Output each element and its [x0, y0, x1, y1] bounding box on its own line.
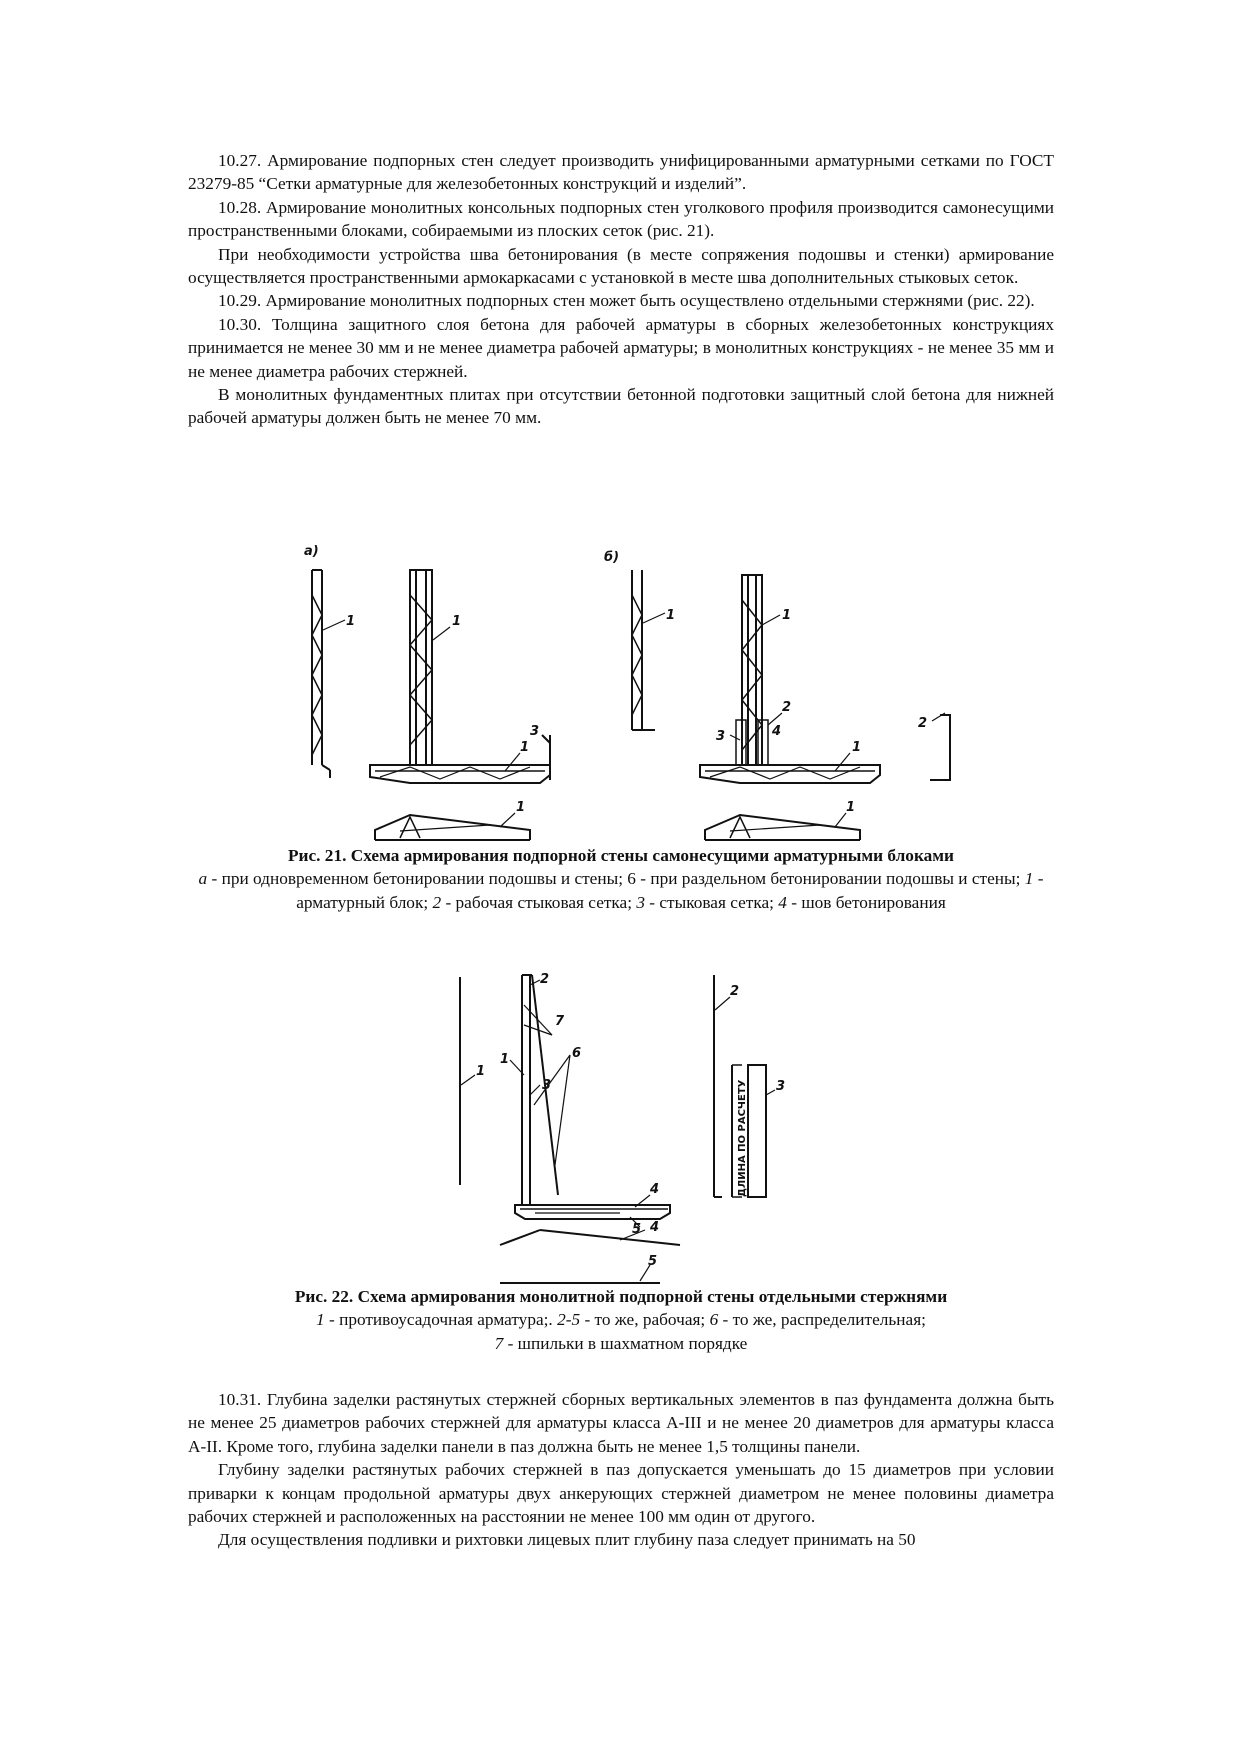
svg-text:4: 4: [650, 1182, 660, 1197]
paragraph-10-30: 10.30. Толщина защитного слоя бетона для рабочей арматуры в сборных железобетонных конструкциях принимается не менее 30 мм и не менее диаметра рабочей арматуры; в монолитных конструкциях - не менее 35 мм и не менее диаметра рабочих стержней.: [188, 314, 1054, 381]
text-section-top: [188, 149, 1054, 430]
svg-text:2: 2: [540, 972, 550, 987]
svg-text:6: 6: [572, 1046, 582, 1061]
svg-text:2: 2: [782, 700, 792, 715]
fig22-working-bar: [714, 975, 730, 1197]
paragraph-foundation-slab: В монолитных фундаментных плитах при отсутствии бетонной подготовки защитный слой бетона для нижней рабочей арматуры должен быть не менее 70 мм.: [188, 385, 1054, 428]
text-section-bottom: [188, 1388, 1054, 1552]
figure-22-caption: [188, 1285, 1054, 1355]
fig21-joint-mesh: [542, 735, 550, 780]
svg-text:7: 7: [555, 1014, 565, 1029]
fig21-a-mesh: [312, 570, 345, 778]
svg-text:1: 1: [782, 608, 792, 623]
svg-text:4: 4: [650, 1220, 660, 1235]
svg-text:1: 1: [846, 800, 856, 815]
svg-text:3: 3: [716, 729, 726, 744]
svg-text:1: 1: [346, 614, 356, 629]
svg-text:1: 1: [520, 740, 530, 755]
svg-text:5: 5: [648, 1254, 658, 1269]
svg-text:2: 2: [730, 984, 740, 999]
fig22-shrinkage-bar: [460, 977, 475, 1185]
figure-21-caption: [188, 844, 1054, 914]
svg-text:1: 1: [666, 608, 676, 623]
figure-22-title: Рис. 22. Схема армирования монолитной подпорной стены отдельными стержнями: [294, 1287, 948, 1306]
svg-text:1: 1: [852, 740, 862, 755]
svg-text:2: 2: [918, 716, 928, 731]
fig21-label-b: б): [604, 550, 620, 565]
svg-text:3: 3: [542, 1078, 552, 1093]
paragraph-10-28: 10.28. Армирование монолитных консольных подпорных стен уголкового профиля производится самонесущими пространственными блоками, собираемыми из плоских сеток (рис. 21).: [188, 197, 1054, 241]
svg-text:3: 3: [776, 1079, 786, 1094]
svg-text:3: 3: [530, 724, 540, 739]
figure-22-legend-line1: 1 - противоусадочная арматура;. 2-5 - то же, рабочая; 6 - то же, распределительная;: [316, 1310, 926, 1330]
svg-text:5: 5: [632, 1222, 642, 1237]
figure-21-legend: а - при одновременном бетонировании подошвы и стены; 6 - при раздельном бетонировании подошвы и стены; 1 - арматурный блок; 2 - рабочая стыковая сетка; 3 - стыковая сетка; 4 - шов бетонирования: [198, 869, 1044, 912]
fig21-working-joint-mesh: [930, 713, 950, 780]
figure-21-title: Рис. 21. Схема армирования подпорной стены самонесущими арматурными блоками: [287, 846, 955, 865]
paragraph-10-27: 10.27. Армирование подпорных стен следует производить унифицированными арматурными сетками по ГОСТ 23279-85 “Сетки арматурные для железобетонных конструкций и изделий”.: [188, 151, 1054, 194]
figure-22-legend-line2: 7 - шпильки в шахматном порядке: [494, 1333, 748, 1353]
fig21-b-mesh: [632, 570, 665, 730]
paragraph-seam: При необходимости устройства шва бетонирования (в месте сопряжения подошвы и стенки) армирование осуществляется пространственными армокаркасами с установкой в месте шва дополнительных стыковых сеток.: [188, 244, 1054, 288]
figure-21-drawing: [290, 535, 990, 850]
fig22-vertical-label: ДЛИНА ПО РАСЧЕТУ: [737, 1079, 748, 1197]
svg-text:1: 1: [516, 800, 526, 815]
figure-22-drawing: [440, 965, 820, 1290]
paragraph-anchorage: Глубину заделки растянутых рабочих стержней в паз допускается уменьшать до 15 диаметров при условии приварки к концам продольной арматуры двух анкерующих стержней диаметром не менее половины диаметра рабочих стержней и расположенных на расстоянии не менее 100 мм один от другого.: [188, 1460, 1054, 1527]
svg-text:1: 1: [500, 1052, 510, 1067]
paragraph-grouting: Для осуществления подливки и рихтовки лицевых плит глубину паза следует принимать на 50: [218, 1530, 916, 1550]
fig21-label-a: а): [304, 544, 319, 559]
paragraph-10-31: 10.31. Глубина заделки растянутых стержней сборных вертикальных элементов в паз фундамента должна быть не менее 25 диаметров рабочих стержней для арматуры класса А-III и не менее 20 диаметров для арматуры класса А-II. Кроме того, глубина заделки панели в паз должна быть не менее 1,5 толщины панели.: [188, 1390, 1054, 1456]
paragraph-10-29: 10.29. Армирование монолитных подпорных стен может быть осуществлено отдельными стержнями (рис. 22).: [218, 291, 1035, 311]
svg-text:4: 4: [772, 724, 782, 739]
svg-text:1: 1: [476, 1064, 486, 1079]
fig22-wall: [500, 975, 680, 1283]
svg-text:1: 1: [452, 614, 462, 629]
